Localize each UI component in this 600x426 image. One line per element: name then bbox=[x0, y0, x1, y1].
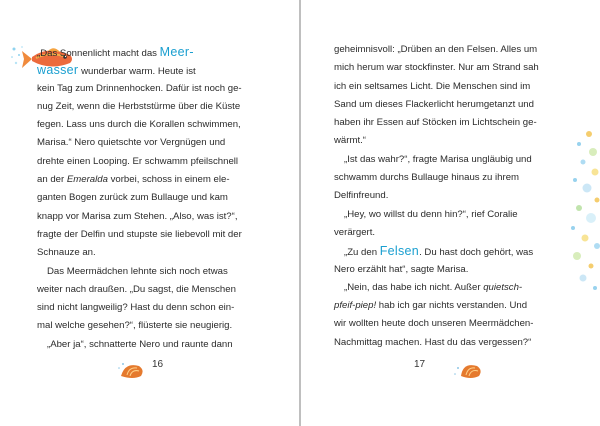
text-run: „Hey, wo willst du denn hin?“, rief Coralie bbox=[344, 208, 518, 220]
text-run: hab ich gar nichts verstanden. Und bbox=[376, 300, 528, 312]
text-line bbox=[334, 334, 574, 352]
right-page bbox=[301, 0, 600, 426]
text-run: Schnauze an. bbox=[37, 247, 96, 259]
text-line bbox=[334, 114, 574, 132]
text-run: wärmt.“ bbox=[334, 135, 366, 147]
text-line bbox=[334, 206, 574, 224]
text-run: sind nicht langweilig? Hast du denn schon ein- bbox=[37, 302, 235, 314]
text-line bbox=[334, 169, 574, 187]
text-line bbox=[334, 151, 574, 169]
text-run: „Aber ja“, schnatterte Nero und raunte dann bbox=[47, 338, 233, 350]
text-run: verärgert. bbox=[334, 226, 376, 238]
right-body-text bbox=[334, 41, 574, 352]
text-run: haben ihr Essen auf Stöcken im Lichtschein ge- bbox=[334, 117, 537, 129]
shell-icon bbox=[117, 358, 147, 382]
highlighted-word: Felsen bbox=[379, 244, 420, 259]
text-line bbox=[334, 279, 574, 297]
text-run: Das Meermädchen lehnte sich noch etwas bbox=[47, 265, 228, 277]
text-line bbox=[37, 317, 277, 335]
text-line bbox=[37, 263, 277, 281]
highlighted-word: Meer- bbox=[159, 45, 194, 59]
text-line bbox=[334, 315, 574, 333]
text-run: fragte der Delfin und stupste sie liebevoll mit der bbox=[37, 228, 242, 240]
text-line bbox=[37, 98, 277, 116]
text-line bbox=[37, 116, 277, 134]
text-run: „Ist das wahr?“, fragte Marisa ungläubig und bbox=[344, 153, 532, 165]
text-run: ich ein seltsames Licht. Die Menschen sind im bbox=[334, 80, 531, 92]
text-line bbox=[334, 297, 574, 315]
text-run: vorbei, schoss in einem ele- bbox=[107, 174, 230, 186]
italic-text: pfeif-piep! bbox=[334, 300, 377, 312]
text-run: drehte einen Looping. Er schwamm pfeilschnell bbox=[37, 155, 239, 167]
text-run: Delfinfreund. bbox=[334, 190, 389, 202]
text-line bbox=[334, 59, 574, 77]
text-run: Nachmittag machen. Hast du das vergessen?“ bbox=[334, 336, 532, 348]
text-line bbox=[334, 242, 574, 260]
text-run: mich herum war stockfinster. Nur am Strand sah bbox=[334, 62, 539, 74]
text-line bbox=[37, 171, 277, 189]
text-run: . Du hast doch gehört, was bbox=[419, 247, 534, 259]
text-run: geheimnisvoll: „Drüben an den Felsen. Alles um bbox=[334, 44, 538, 55]
text-line bbox=[37, 134, 277, 152]
text-run: wunderbar warm. Heute ist bbox=[78, 66, 196, 78]
text-line bbox=[334, 78, 574, 96]
text-line bbox=[334, 96, 574, 114]
text-line bbox=[37, 226, 277, 244]
text-run: ganten Bogen zurück zum Bullauge und kam bbox=[37, 192, 228, 204]
text-line bbox=[37, 43, 277, 61]
text-line bbox=[37, 336, 277, 354]
text-run: kein Tag zum Drinnenhocken. Dafür ist noch ge- bbox=[37, 82, 242, 94]
text-run: Sand um dieses Flackerlicht herumgetanzt und bbox=[334, 98, 534, 110]
italic-text: quietsch- bbox=[483, 281, 523, 293]
text-line bbox=[37, 281, 277, 299]
shell-icon bbox=[453, 358, 483, 382]
text-line bbox=[37, 61, 277, 79]
text-line bbox=[334, 187, 574, 205]
text-run: Nero erzählt hat“, sagte Marisa. bbox=[334, 263, 469, 275]
left-page bbox=[0, 0, 299, 426]
text-run: schwamm durchs Bullauge hinaus zu ihrem bbox=[334, 172, 520, 184]
text-line bbox=[37, 189, 277, 207]
text-line bbox=[334, 132, 574, 150]
highlighted-word: wasser bbox=[37, 63, 79, 78]
italic-text: Emeralda bbox=[66, 174, 108, 186]
page-number: 16 bbox=[152, 359, 164, 370]
text-run: nug Zeit, wenn die Herbststürme über die Küste bbox=[37, 100, 241, 112]
text-line bbox=[334, 261, 574, 279]
text-run: knapp vor Marisa zum Stehen. „Also, was ist?“, bbox=[37, 210, 238, 222]
text-line bbox=[334, 224, 574, 242]
text-run: „Das Sonnenlicht macht das bbox=[37, 48, 160, 59]
bubbles-icon bbox=[539, 128, 600, 296]
text-run: an der bbox=[37, 174, 67, 186]
text-line bbox=[37, 244, 277, 262]
text-run: fegen. Lass uns durch die Korallen schwimmen, bbox=[37, 119, 241, 131]
page-number: 17 bbox=[414, 359, 426, 370]
text-line bbox=[37, 299, 277, 317]
text-line bbox=[37, 153, 277, 171]
text-run: wir wollten heute doch unseren Meermädchen- bbox=[334, 318, 534, 330]
text-run: „Zu den bbox=[344, 247, 380, 259]
text-run: „Nein, das habe ich nicht. Außer bbox=[344, 281, 484, 293]
text-line bbox=[334, 41, 574, 59]
text-line bbox=[37, 208, 277, 226]
text-run: weiter nach draußen. „Du sagst, die Menschen bbox=[37, 283, 236, 295]
text-line bbox=[37, 80, 277, 98]
left-body-text bbox=[37, 43, 277, 354]
text-run: mal welche gesehen?“, flüsterte sie neugierig. bbox=[37, 320, 233, 332]
text-run: Marisa.“ Nero quietschte vor Vergnügen und bbox=[37, 137, 226, 149]
